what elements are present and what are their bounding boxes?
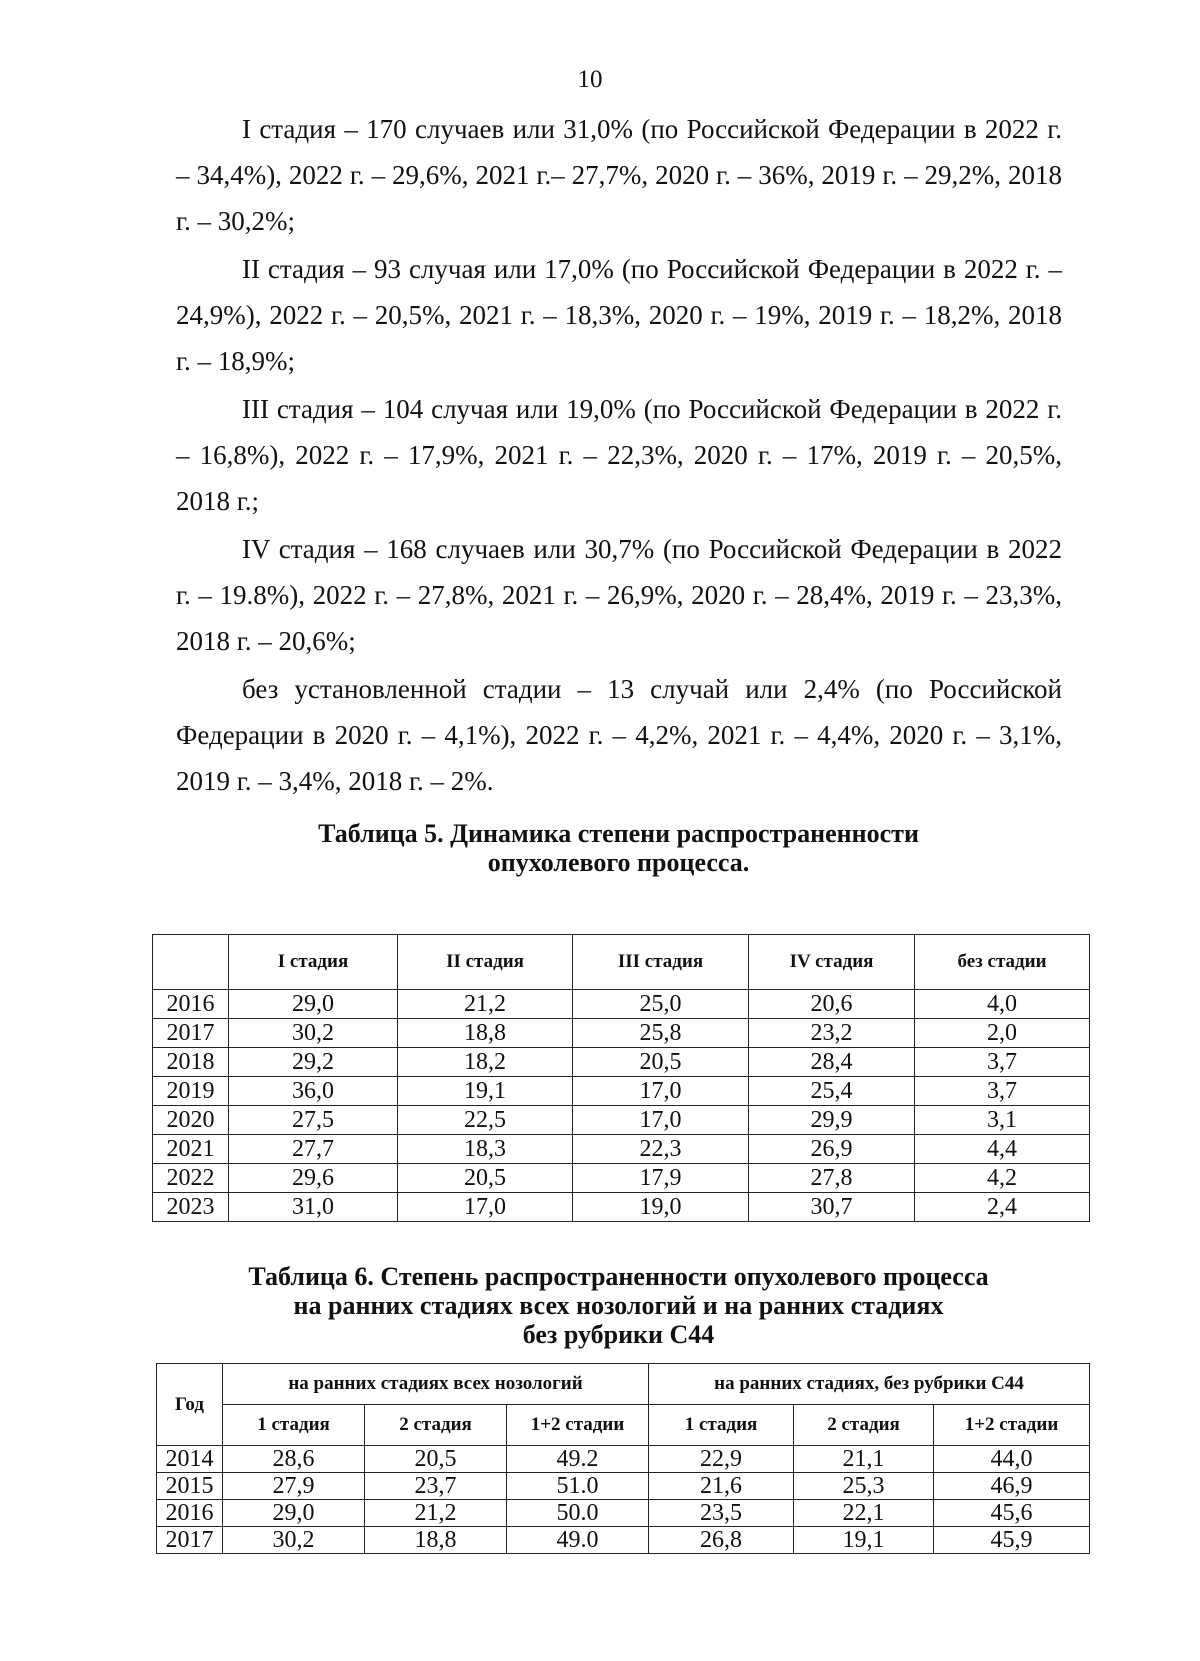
table5-title-line: опухолевого процесса. xyxy=(487,848,750,877)
page-number: 10 xyxy=(577,66,603,93)
table6-title xyxy=(150,1262,1087,1349)
table-cell: 30,2 xyxy=(229,1019,398,1048)
table-cell: 2021 xyxy=(153,1135,229,1164)
table-cell: 25,8 xyxy=(573,1019,749,1048)
table6-sub-header: 2 стадия xyxy=(794,1405,934,1446)
table-cell: 29,6 xyxy=(229,1164,398,1193)
table6-title-line: Таблица 6. Степень распространенности опухолевого процесса xyxy=(248,1262,989,1291)
table-row xyxy=(157,1500,1090,1527)
table-cell: 45,6 xyxy=(934,1500,1090,1527)
table-cell: 21,1 xyxy=(794,1446,934,1473)
table-cell: 19,1 xyxy=(794,1527,934,1554)
table-cell: 3,1 xyxy=(915,1106,1090,1135)
table-row xyxy=(157,1527,1090,1554)
table6-sub-header: 1+2 стадии xyxy=(507,1405,649,1446)
paragraph-stage-2: II стадия – 93 случая или 17,0% (по Российской Федерации в 2022 г. – 24,9%), 2022 г. – 20,5%, 2021 г. – 18,3%, 2020 г. – 19%, 2019 г. – 18,2%, 2018 г. – 18,9%; xyxy=(176,254,1062,376)
table-cell: 26,8 xyxy=(649,1527,794,1554)
table-cell: 18,2 xyxy=(398,1048,573,1077)
table6-sub-header: 1 стадия xyxy=(223,1405,365,1446)
paragraph-stage-3: III стадия – 104 случая или 19,0% (по Российской Федерации в 2022 г. – 16,8%), 2022 г. – 17,9%, 2021 г. – 22,3%, 2020 г. – 17%, 2019 г. – 20,5%, 2018 г.; xyxy=(176,394,1062,516)
table-row xyxy=(153,1048,1090,1077)
table-cell: 25,4 xyxy=(749,1077,915,1106)
table-cell: 20,5 xyxy=(365,1446,507,1473)
table-cell: 19,1 xyxy=(398,1077,573,1106)
table-cell: 49.2 xyxy=(507,1446,649,1473)
table6-sub-header: 2 стадия xyxy=(365,1405,507,1446)
table5-header-cell: III стадия xyxy=(573,935,749,990)
table-cell: 22,1 xyxy=(794,1500,934,1527)
table-row xyxy=(153,990,1090,1019)
table-cell: 29,2 xyxy=(229,1048,398,1077)
table-cell: 29,9 xyxy=(749,1106,915,1135)
table-cell: 2015 xyxy=(157,1473,223,1500)
table6-sub-header-row xyxy=(157,1405,1090,1446)
table6-year-header: Год xyxy=(157,1364,223,1446)
table5-title-line: Таблица 5. Динамика степени распространенности xyxy=(318,819,919,848)
table-cell: 29,0 xyxy=(229,990,398,1019)
table-cell: 25,0 xyxy=(573,990,749,1019)
table-cell: 2023 xyxy=(153,1193,229,1222)
paragraph-no-stage: без установленной стадии – 13 случай или 2,4% (по Российской Федерации в 2020 г. – 4,1%), 2022 г. – 4,2%, 2021 г. – 4,4%, 2020 г. – 3,1%, 2019 г. – 3,4%, 2018 г. – 2%. xyxy=(176,674,1062,796)
table-cell: 44,0 xyxy=(934,1446,1090,1473)
table-row xyxy=(153,1193,1090,1222)
table-cell: 21,2 xyxy=(365,1500,507,1527)
table5-header-cell xyxy=(153,935,229,990)
table-cell: 4,4 xyxy=(915,1135,1090,1164)
table-cell: 17,9 xyxy=(573,1164,749,1193)
table-cell: 23,5 xyxy=(649,1500,794,1527)
table-row xyxy=(153,1077,1090,1106)
table-cell: 21,6 xyxy=(649,1473,794,1500)
table5-header-cell: II стадия xyxy=(398,935,573,990)
table-cell: 30,2 xyxy=(223,1527,365,1554)
table-cell: 27,9 xyxy=(223,1473,365,1500)
table6-title-line: без рубрики С44 xyxy=(522,1320,715,1349)
table-cell: 49.0 xyxy=(507,1527,649,1554)
table-cell: 2018 xyxy=(153,1048,229,1077)
table-cell: 17,0 xyxy=(573,1106,749,1135)
table5-title xyxy=(150,819,1087,877)
table5-header-cell: IV стадия xyxy=(749,935,915,990)
table5-header-cell: без стадии xyxy=(915,935,1090,990)
table-cell: 25,3 xyxy=(794,1473,934,1500)
table-row xyxy=(153,1164,1090,1193)
table-row xyxy=(153,1019,1090,1048)
table-cell: 2,4 xyxy=(915,1193,1090,1222)
table-cell: 18,3 xyxy=(398,1135,573,1164)
table-row xyxy=(153,1106,1090,1135)
table-cell: 28,4 xyxy=(749,1048,915,1077)
table-cell: 36,0 xyxy=(229,1077,398,1106)
table-cell: 22,9 xyxy=(649,1446,794,1473)
table-cell: 20,5 xyxy=(398,1164,573,1193)
table-cell: 46,9 xyxy=(934,1473,1090,1500)
body-text xyxy=(176,106,1062,806)
table6-title-line: на ранних стадиях всех нозологий и на ранних стадиях xyxy=(293,1291,944,1320)
table6-group-header-row xyxy=(157,1364,1090,1405)
table6-sub-header: 1+2 стадии xyxy=(934,1405,1090,1446)
table-cell: 27,8 xyxy=(749,1164,915,1193)
table-cell: 23,2 xyxy=(749,1019,915,1048)
paragraph-stage-4: IV стадия – 168 случаев или 30,7% (по Российской Федерации в 2022 г. – 19.8%), 2022 г. – 27,8%, 2021 г. – 26,9%, 2020 г. – 28,4%, 2019 г. – 23,3%, 2018 г. – 20,6%; xyxy=(176,534,1062,656)
table6 xyxy=(156,1363,1090,1554)
table-cell: 27,5 xyxy=(229,1106,398,1135)
table-cell: 2022 xyxy=(153,1164,229,1193)
table-cell: 17,0 xyxy=(398,1193,573,1222)
table-cell: 3,7 xyxy=(915,1048,1090,1077)
paragraph-stage-1: I стадия – 170 случаев или 31,0% (по Российской Федерации в 2022 г. – 34,4%), 2022 г. – 29,6%, 2021 г.– 27,7%, 2020 г. – 36%, 2019 г. – 29,2%, 2018 г. – 30,2%; xyxy=(176,114,1062,236)
table5 xyxy=(152,934,1090,1222)
table-cell: 4,2 xyxy=(915,1164,1090,1193)
table-cell: 2017 xyxy=(157,1527,223,1554)
table-cell: 29,0 xyxy=(223,1500,365,1527)
table-cell: 17,0 xyxy=(573,1077,749,1106)
table-cell: 3,7 xyxy=(915,1077,1090,1106)
table5-header-row xyxy=(153,935,1090,990)
table-row xyxy=(157,1446,1090,1473)
table-cell: 18,8 xyxy=(365,1527,507,1554)
table-cell: 30,7 xyxy=(749,1193,915,1222)
table-cell: 2016 xyxy=(157,1500,223,1527)
table-cell: 26,9 xyxy=(749,1135,915,1164)
table-cell: 19,0 xyxy=(573,1193,749,1222)
table-row xyxy=(157,1473,1090,1500)
table-cell: 18,8 xyxy=(398,1019,573,1048)
table-cell: 31,0 xyxy=(229,1193,398,1222)
table-cell: 21,2 xyxy=(398,990,573,1019)
table-cell: 51.0 xyxy=(507,1473,649,1500)
table-cell: 2017 xyxy=(153,1019,229,1048)
table-cell: 2020 xyxy=(153,1106,229,1135)
table6-sub-header: 1 стадия xyxy=(649,1405,794,1446)
table-row xyxy=(153,1135,1090,1164)
table6-group-header: на ранних стадиях, без рубрики С44 xyxy=(649,1364,1090,1405)
table-cell: 2014 xyxy=(157,1446,223,1473)
table-cell: 2019 xyxy=(153,1077,229,1106)
table-cell: 20,6 xyxy=(749,990,915,1019)
table-cell: 2,0 xyxy=(915,1019,1090,1048)
table-cell: 50.0 xyxy=(507,1500,649,1527)
table-cell: 4,0 xyxy=(915,990,1090,1019)
table5-header-cell: I стадия xyxy=(229,935,398,990)
table-cell: 27,7 xyxy=(229,1135,398,1164)
table-cell: 22,3 xyxy=(573,1135,749,1164)
table6-group-header: на ранних стадиях всех нозологий xyxy=(223,1364,649,1405)
table-cell: 2016 xyxy=(153,990,229,1019)
table-cell: 22,5 xyxy=(398,1106,573,1135)
table-cell: 23,7 xyxy=(365,1473,507,1500)
table-cell: 45,9 xyxy=(934,1527,1090,1554)
table-cell: 28,6 xyxy=(223,1446,365,1473)
table-cell: 20,5 xyxy=(573,1048,749,1077)
